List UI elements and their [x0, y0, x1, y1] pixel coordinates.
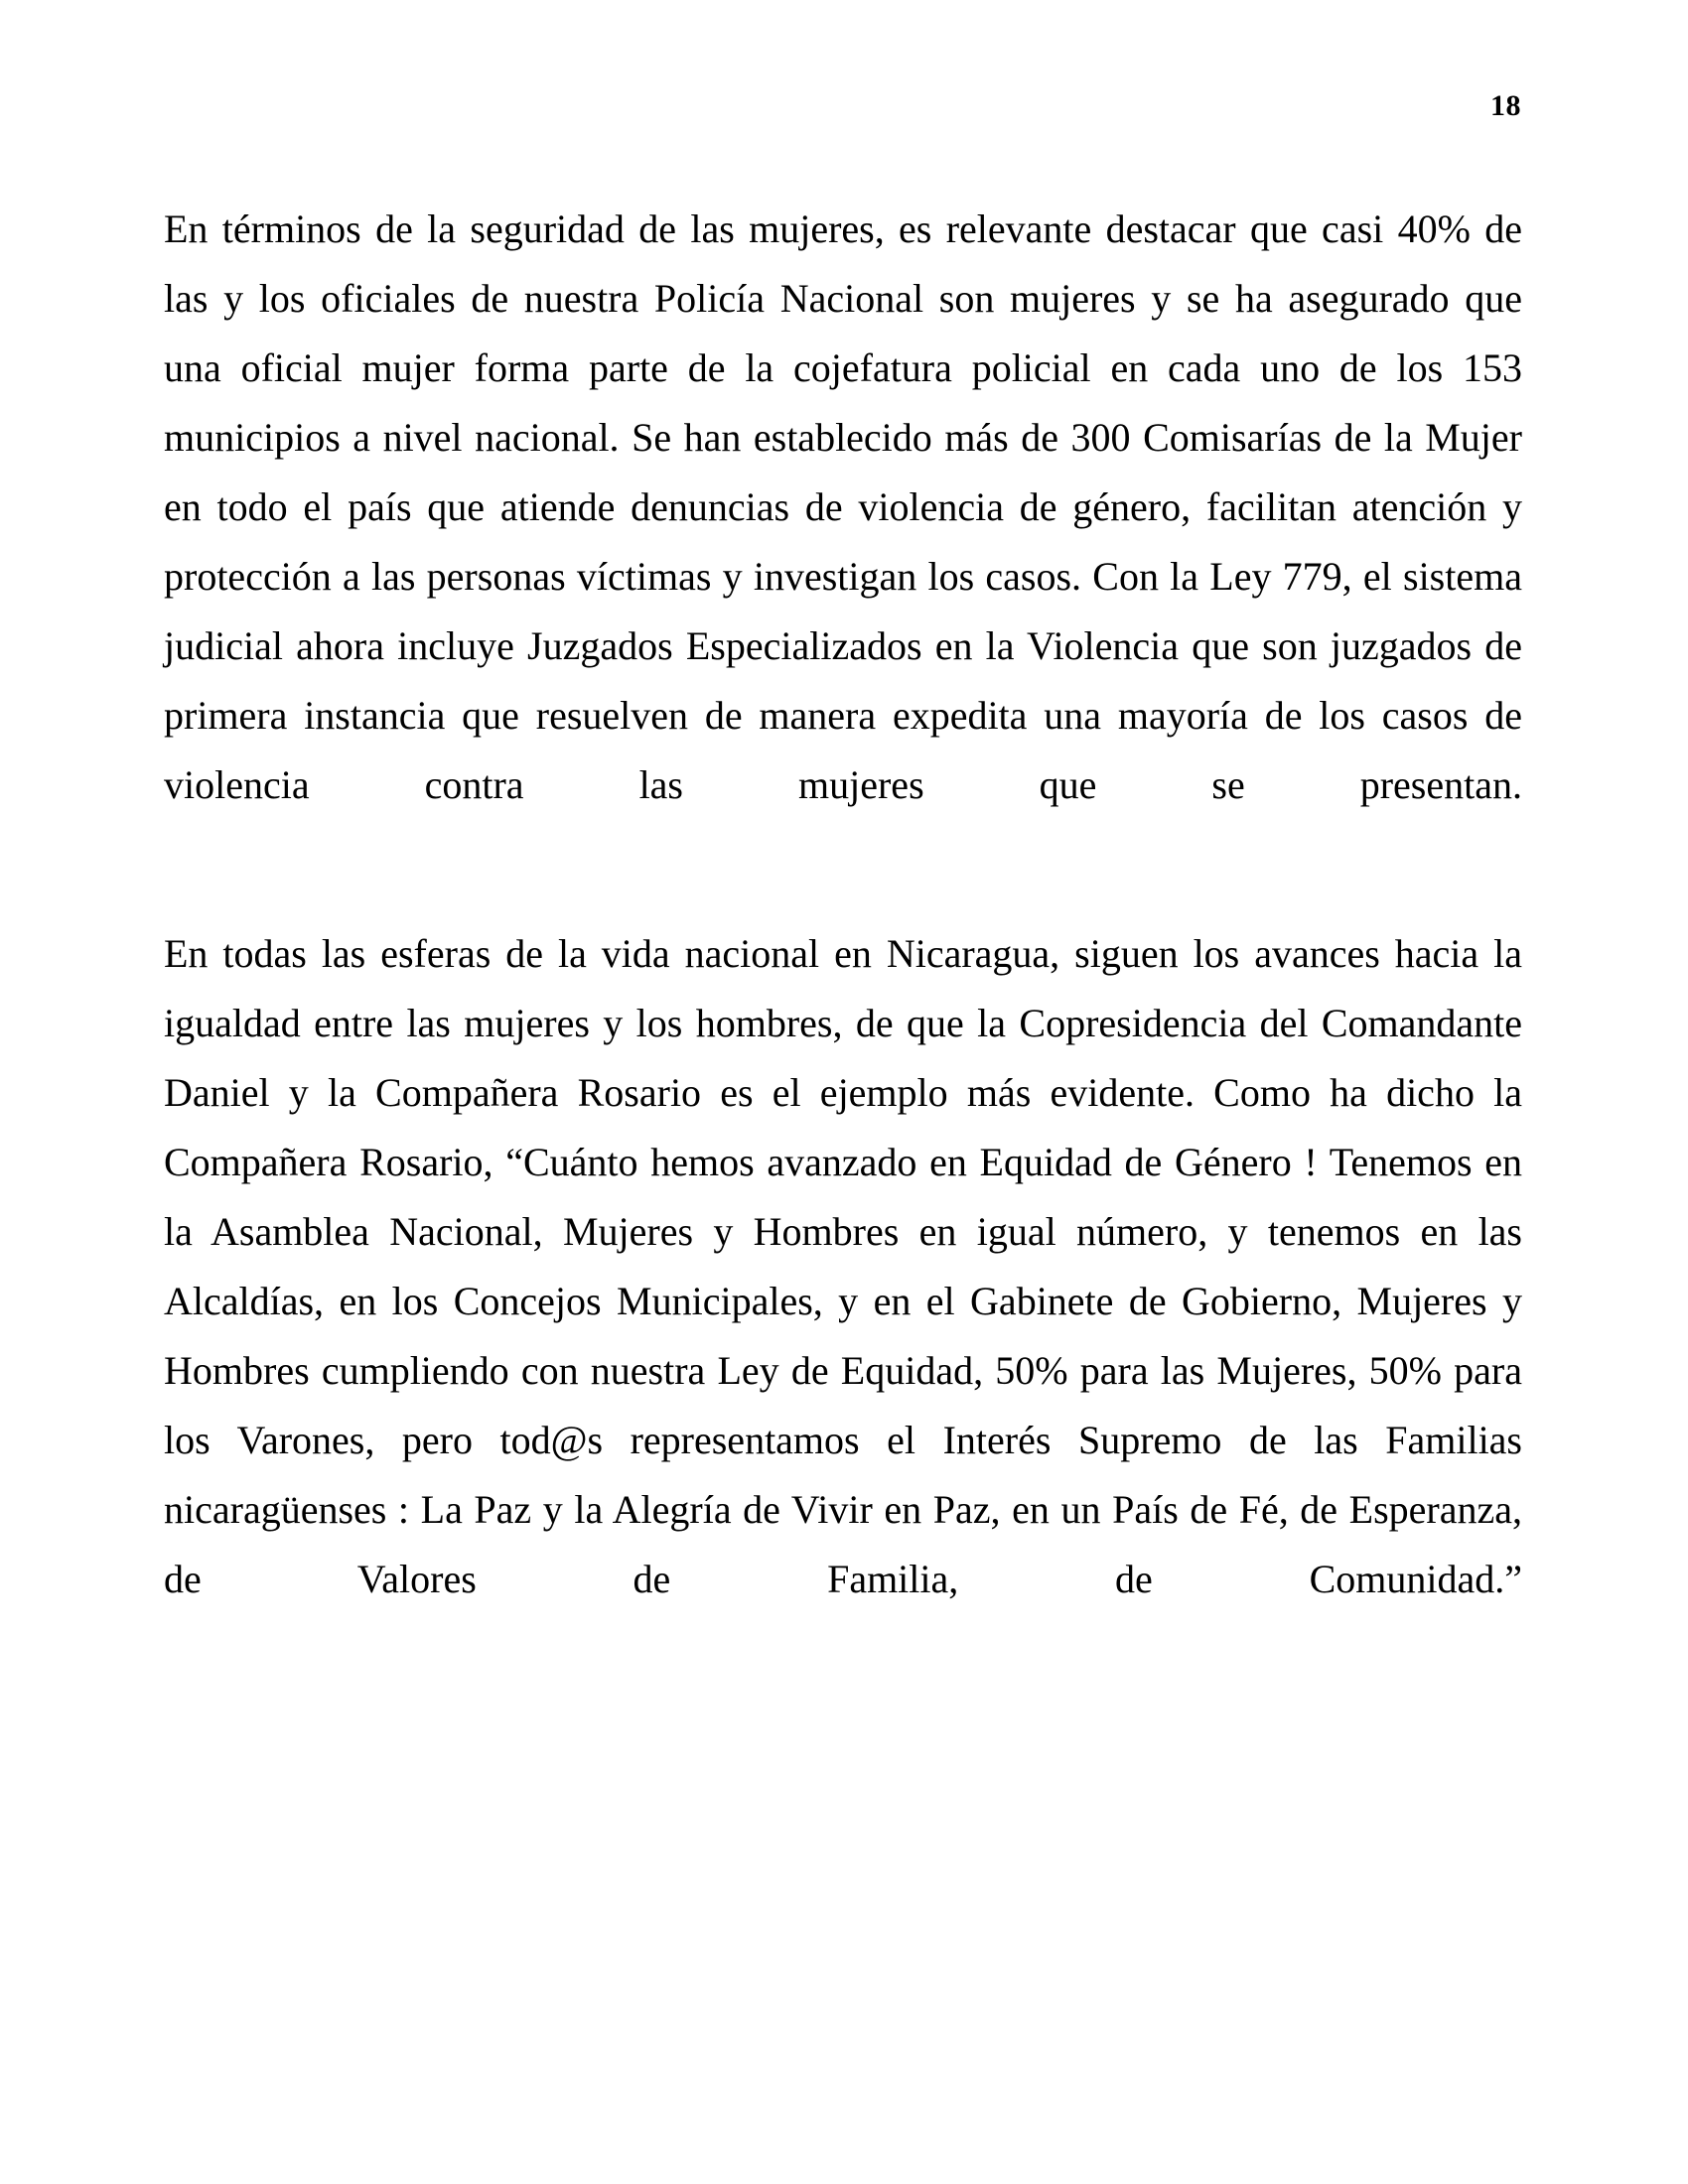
paragraph-1: En términos de la seguridad de las mujeres, es relevante destacar que casi 40% de las y los oficiales de nuestra Policía Nacional son mujeres y se ha asegurado que una oficial mujer forma parte de la cojefatura policial en cada uno de los 153 municipios a nivel nacional. Se han establecido más de 300 Comisarías de la Mujer en todo el país que atiende denuncias de violencia de género, facilitan atención y protección a las personas víctimas y investigan los casos. Con la Ley 779, el sistema judicial ahora incluye Juzgados Especializados en la Violencia que son juzgados de primera instancia que resuelven de manera expedita una mayoría de los casos de violencia contra las mujeres que se presentan. — [164, 206, 1522, 807]
paragraph-2: En todas las esferas de la vida nacional en Nicaragua, siguen los avances hacia la igualdad entre las mujeres y los hombres, de que la Copresidencia del Comandante Daniel y la Compañera Rosario es el ejemplo más evidente. Como ha dicho la Compañera Rosario, “Cuánto hemos avanzado en Equidad de Género ! Tenemos en la Asamblea Nacional, Mujeres y Hombres en igual número, y tenemos en las Alcaldías, en los Concejos Municipales, y en el Gabinete de Gobierno, Mujeres y Hombres cumpliendo con nuestra Ley de Equidad, 50% para las Mujeres, 50% para los Varones, pero tod@s representamos el Interés Supremo de las Familias nicaragüenses : La Paz y la Alegría de Vivir en Paz, en un País de Fé, de Esperanza, de Valores de Familia, de Comunidad.” — [164, 931, 1522, 1601]
body-text-block — [164, 195, 1522, 1684]
page-number: 18 — [1490, 89, 1521, 122]
